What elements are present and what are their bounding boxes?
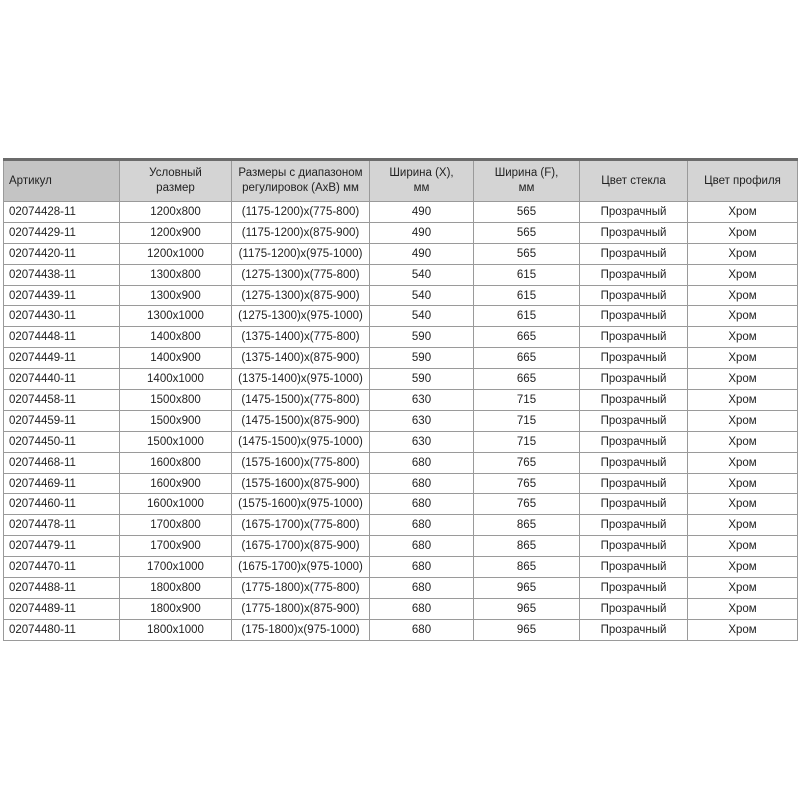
cell-width-x: 540 (370, 285, 474, 306)
cell-nominal-size: 1800x1000 (120, 619, 232, 640)
cell-width-x: 630 (370, 410, 474, 431)
column-header-width-x (370, 160, 474, 202)
cell-glass-color: Прозрачный (580, 473, 688, 494)
cell-article: 02074440-11 (4, 369, 120, 390)
cell-width-x: 680 (370, 598, 474, 619)
cell-article: 02074449-11 (4, 348, 120, 369)
cell-width-x: 540 (370, 264, 474, 285)
cell-profile-color: Хром (688, 515, 798, 536)
cell-width-x: 590 (370, 348, 474, 369)
cell-profile-color: Хром (688, 306, 798, 327)
cell-glass-color: Прозрачный (580, 202, 688, 223)
cell-width-f: 665 (474, 348, 580, 369)
cell-width-f: 965 (474, 598, 580, 619)
cell-glass-color: Прозрачный (580, 452, 688, 473)
cell-profile-color: Хром (688, 369, 798, 390)
cell-width-f: 715 (474, 431, 580, 452)
cell-nominal-size: 1300x1000 (120, 306, 232, 327)
cell-width-f: 865 (474, 515, 580, 536)
cell-nominal-size: 1400x800 (120, 327, 232, 348)
cell-glass-color: Прозрачный (580, 327, 688, 348)
cell-width-x: 490 (370, 202, 474, 223)
column-header-profile-color (688, 160, 798, 202)
cell-nominal-size: 1800x900 (120, 598, 232, 619)
column-header-line: Условный (149, 167, 202, 179)
cell-profile-color: Хром (688, 578, 798, 599)
table-row (4, 619, 798, 640)
cell-width-x: 490 (370, 222, 474, 243)
cell-width-f: 715 (474, 410, 580, 431)
cell-nominal-size: 1200x800 (120, 202, 232, 223)
cell-profile-color: Хром (688, 473, 798, 494)
cell-adjust-range: (1675-1700)x(775-800) (232, 515, 370, 536)
cell-width-f: 665 (474, 327, 580, 348)
table-row (4, 515, 798, 536)
cell-profile-color: Хром (688, 202, 798, 223)
cell-nominal-size: 1600x900 (120, 473, 232, 494)
cell-adjust-range: (1275-1300)x(775-800) (232, 264, 370, 285)
cell-nominal-size: 1600x1000 (120, 494, 232, 515)
table-row (4, 202, 798, 223)
cell-width-f: 865 (474, 536, 580, 557)
cell-nominal-size: 1300x900 (120, 285, 232, 306)
column-header-article (4, 160, 120, 202)
cell-width-x: 680 (370, 536, 474, 557)
cell-nominal-size: 1600x800 (120, 452, 232, 473)
table-row (4, 431, 798, 452)
cell-article: 02074428-11 (4, 202, 120, 223)
cell-nominal-size: 1700x900 (120, 536, 232, 557)
cell-adjust-range: (1175-1200)x(775-800) (232, 202, 370, 223)
cell-profile-color: Хром (688, 536, 798, 557)
table-body (4, 202, 798, 641)
cell-width-f: 615 (474, 306, 580, 327)
column-header-glass-color (580, 160, 688, 202)
cell-adjust-range: (1275-1300)x(875-900) (232, 285, 370, 306)
cell-glass-color: Прозрачный (580, 222, 688, 243)
cell-glass-color: Прозрачный (580, 306, 688, 327)
cell-width-f: 715 (474, 390, 580, 411)
cell-adjust-range: (175-1800)x(975-1000) (232, 619, 370, 640)
cell-profile-color: Хром (688, 348, 798, 369)
cell-width-f: 765 (474, 494, 580, 515)
cell-width-x: 680 (370, 473, 474, 494)
table-row (4, 536, 798, 557)
column-header-line: Цвет стекла (601, 174, 666, 187)
cell-glass-color: Прозрачный (580, 390, 688, 411)
cell-nominal-size: 1700x800 (120, 515, 232, 536)
table-row (4, 306, 798, 327)
cell-profile-color: Хром (688, 598, 798, 619)
cell-glass-color: Прозрачный (580, 243, 688, 264)
cell-glass-color: Прозрачный (580, 410, 688, 431)
cell-glass-color: Прозрачный (580, 264, 688, 285)
cell-article: 02074489-11 (4, 598, 120, 619)
cell-width-x: 540 (370, 306, 474, 327)
cell-article: 02074488-11 (4, 578, 120, 599)
cell-glass-color: Прозрачный (580, 557, 688, 578)
cell-glass-color: Прозрачный (580, 494, 688, 515)
cell-width-f: 665 (474, 369, 580, 390)
column-header-line: Артикул (9, 174, 52, 187)
column-header-line: мм (413, 182, 430, 194)
cell-width-x: 680 (370, 452, 474, 473)
cell-article: 02074430-11 (4, 306, 120, 327)
cell-nominal-size: 1200x1000 (120, 243, 232, 264)
cell-adjust-range: (1475-1500)x(775-800) (232, 390, 370, 411)
table-row (4, 369, 798, 390)
cell-width-f: 615 (474, 264, 580, 285)
table-row (4, 410, 798, 431)
cell-adjust-range: (1775-1800)x(875-900) (232, 598, 370, 619)
cell-width-f: 765 (474, 473, 580, 494)
cell-profile-color: Хром (688, 222, 798, 243)
cell-width-f: 565 (474, 202, 580, 223)
cell-profile-color: Хром (688, 452, 798, 473)
cell-nominal-size: 1400x900 (120, 348, 232, 369)
cell-width-x: 590 (370, 327, 474, 348)
table-row (4, 285, 798, 306)
cell-width-x: 680 (370, 515, 474, 536)
table-row (4, 264, 798, 285)
cell-width-x: 680 (370, 578, 474, 599)
cell-nominal-size: 1500x800 (120, 390, 232, 411)
cell-nominal-size: 1300x800 (120, 264, 232, 285)
table-row (4, 598, 798, 619)
cell-article: 02074450-11 (4, 431, 120, 452)
cell-adjust-range: (1275-1300)x(975-1000) (232, 306, 370, 327)
column-header-width-f (474, 160, 580, 202)
column-header-line: Ширина (X), (389, 167, 454, 179)
cell-width-f: 965 (474, 619, 580, 640)
cell-profile-color: Хром (688, 431, 798, 452)
cell-article: 02074480-11 (4, 619, 120, 640)
cell-profile-color: Хром (688, 619, 798, 640)
cell-article: 02074429-11 (4, 222, 120, 243)
cell-nominal-size: 1800x800 (120, 578, 232, 599)
cell-width-f: 615 (474, 285, 580, 306)
cell-glass-color: Прозрачный (580, 536, 688, 557)
cell-glass-color: Прозрачный (580, 578, 688, 599)
column-header-line: регулировок (AxB) мм (242, 182, 359, 194)
spec-table (3, 158, 798, 641)
column-header-line: Цвет профиля (704, 174, 781, 187)
table-row (4, 222, 798, 243)
cell-article: 02074448-11 (4, 327, 120, 348)
table-row (4, 578, 798, 599)
cell-article: 02074460-11 (4, 494, 120, 515)
cell-width-x: 680 (370, 619, 474, 640)
cell-profile-color: Хром (688, 243, 798, 264)
cell-article: 02074439-11 (4, 285, 120, 306)
cell-nominal-size: 1700x1000 (120, 557, 232, 578)
cell-glass-color: Прозрачный (580, 598, 688, 619)
cell-profile-color: Хром (688, 390, 798, 411)
cell-glass-color: Прозрачный (580, 515, 688, 536)
cell-adjust-range: (1175-1200)x(875-900) (232, 222, 370, 243)
table-row (4, 243, 798, 264)
cell-width-x: 630 (370, 431, 474, 452)
cell-width-f: 965 (474, 578, 580, 599)
cell-adjust-range: (1375-1400)x(975-1000) (232, 369, 370, 390)
cell-nominal-size: 1400x1000 (120, 369, 232, 390)
cell-article: 02074458-11 (4, 390, 120, 411)
cell-adjust-range: (1575-1600)x(975-1000) (232, 494, 370, 515)
column-header-adjust-range (232, 160, 370, 202)
cell-nominal-size: 1500x900 (120, 410, 232, 431)
cell-width-x: 680 (370, 494, 474, 515)
table-row (4, 494, 798, 515)
cell-width-x: 490 (370, 243, 474, 264)
cell-adjust-range: (1175-1200)x(975-1000) (232, 243, 370, 264)
cell-width-x: 630 (370, 390, 474, 411)
cell-article: 02074459-11 (4, 410, 120, 431)
cell-width-f: 865 (474, 557, 580, 578)
cell-adjust-range: (1675-1700)x(875-900) (232, 536, 370, 557)
cell-profile-color: Хром (688, 285, 798, 306)
cell-glass-color: Прозрачный (580, 369, 688, 390)
column-header-line: мм (518, 182, 535, 194)
cell-glass-color: Прозрачный (580, 619, 688, 640)
cell-glass-color: Прозрачный (580, 431, 688, 452)
cell-adjust-range: (1675-1700)x(975-1000) (232, 557, 370, 578)
cell-nominal-size: 1500x1000 (120, 431, 232, 452)
cell-adjust-range: (1375-1400)x(875-900) (232, 348, 370, 369)
table-row (4, 473, 798, 494)
cell-adjust-range: (1575-1600)x(775-800) (232, 452, 370, 473)
cell-adjust-range: (1575-1600)x(875-900) (232, 473, 370, 494)
table-header (4, 160, 798, 202)
cell-adjust-range: (1475-1500)x(875-900) (232, 410, 370, 431)
cell-width-x: 590 (370, 369, 474, 390)
cell-article: 02074469-11 (4, 473, 120, 494)
cell-width-x: 680 (370, 557, 474, 578)
cell-article: 02074479-11 (4, 536, 120, 557)
cell-width-f: 565 (474, 243, 580, 264)
table-row (4, 327, 798, 348)
cell-article: 02074470-11 (4, 557, 120, 578)
cell-width-f: 765 (474, 452, 580, 473)
cell-article: 02074420-11 (4, 243, 120, 264)
table-row (4, 557, 798, 578)
table-row (4, 348, 798, 369)
cell-adjust-range: (1375-1400)x(775-800) (232, 327, 370, 348)
cell-profile-color: Хром (688, 557, 798, 578)
header-row (4, 160, 798, 202)
column-header-line: Размеры с диапазоном (238, 167, 363, 179)
cell-profile-color: Хром (688, 264, 798, 285)
cell-adjust-range: (1475-1500)x(975-1000) (232, 431, 370, 452)
cell-article: 02074468-11 (4, 452, 120, 473)
cell-glass-color: Прозрачный (580, 348, 688, 369)
cell-article: 02074478-11 (4, 515, 120, 536)
column-header-nominal-size (120, 160, 232, 202)
cell-profile-color: Хром (688, 494, 798, 515)
cell-profile-color: Хром (688, 410, 798, 431)
column-header-line: размер (156, 182, 195, 194)
cell-nominal-size: 1200x900 (120, 222, 232, 243)
table-row (4, 452, 798, 473)
table-row (4, 390, 798, 411)
cell-width-f: 565 (474, 222, 580, 243)
cell-adjust-range: (1775-1800)x(775-800) (232, 578, 370, 599)
column-header-line: Ширина (F), (494, 167, 559, 179)
cell-profile-color: Хром (688, 327, 798, 348)
cell-glass-color: Прозрачный (580, 285, 688, 306)
cell-article: 02074438-11 (4, 264, 120, 285)
